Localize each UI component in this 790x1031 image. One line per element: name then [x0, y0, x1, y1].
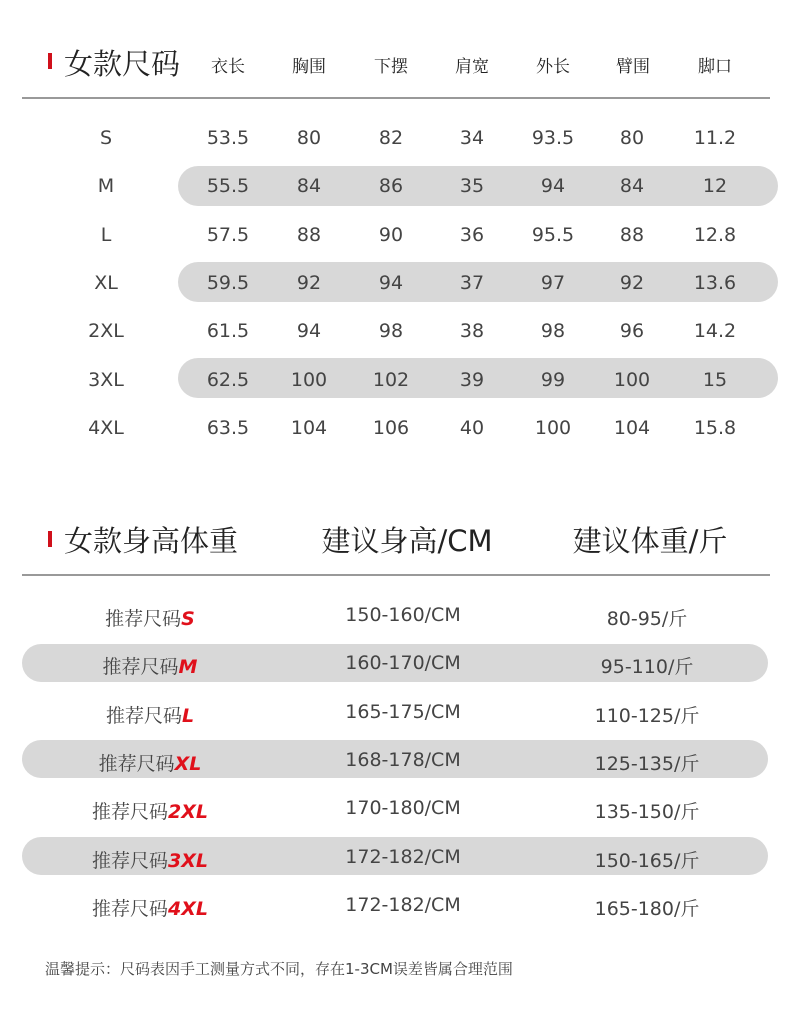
table-cell: 61.5	[206, 320, 250, 343]
table-cell: 80	[619, 127, 645, 149]
table-cell: 100	[613, 368, 651, 391]
table-cell: 36	[459, 223, 485, 246]
table-cell: 100	[290, 368, 328, 391]
table-cell: 84	[296, 175, 322, 198]
column-header-bust: 胸围	[292, 57, 326, 77]
height-column-header: 建议身高/CM	[321, 524, 493, 558]
table-cell: 104	[613, 416, 651, 439]
size-label: 2XL	[88, 320, 124, 343]
recommend-height: 160-170/CM	[345, 652, 461, 675]
recommend-size-tag: 2XL	[168, 801, 208, 824]
table-cell: 98	[378, 320, 404, 343]
recommend-size-tag: S	[181, 608, 195, 630]
table-cell: 93.5	[531, 127, 575, 149]
header-divider	[22, 574, 770, 576]
table-cell: 97	[540, 271, 566, 294]
section-accent-bar	[48, 531, 52, 547]
recommend-size-label	[92, 846, 208, 873]
recommend-size-label	[92, 894, 208, 921]
table-cell: 82	[378, 127, 404, 149]
recommend-size-prefix: 推荐尺码	[92, 897, 169, 920]
table-cell: 53.5	[206, 127, 250, 149]
table-cell: 62.5	[206, 368, 250, 391]
table-cell: 90	[378, 223, 404, 246]
recommend-size-tag: 3XL	[168, 849, 208, 872]
table-cell: 55.5	[206, 175, 250, 198]
column-header-outer-length: 外长	[536, 57, 570, 77]
recommend-size-prefix: 推荐尺码	[92, 801, 169, 824]
recommend-size-prefix: 推荐尺码	[105, 704, 182, 727]
recommend-height: 165-175/CM	[345, 700, 461, 723]
size-label: S	[99, 127, 113, 149]
table-cell: 57.5	[206, 223, 250, 246]
table-cell: 34	[459, 127, 485, 149]
recommend-weight: 125-135/斤	[594, 752, 700, 775]
recommend-weight: 165-180/斤	[594, 897, 700, 920]
recommend-weight: 110-125/斤	[594, 704, 700, 727]
table-cell: 94	[540, 175, 566, 198]
table-cell: 14.2	[693, 320, 737, 343]
table-cell: 95.5	[531, 223, 575, 246]
measurement-note: 温馨提示：尺码表因手工测量方式不同，存在1-3CM误差皆属合理范围	[45, 960, 513, 978]
table-cell: 100	[534, 416, 572, 439]
table-cell: 35	[459, 175, 485, 198]
table-cell: 15.8	[693, 416, 737, 439]
recommend-size-prefix: 推荐尺码	[102, 656, 179, 679]
recommend-weight: 150-165/斤	[594, 849, 700, 872]
recommend-height: 172-182/CM	[345, 893, 461, 916]
table-cell: 94	[296, 320, 322, 343]
header-divider	[22, 97, 770, 99]
table-cell: 104	[290, 416, 328, 439]
table-cell: 88	[296, 223, 322, 246]
table-cell: 37	[459, 271, 485, 294]
table-cell: 92	[619, 271, 645, 294]
recommend-weight: 135-150/斤	[594, 801, 700, 824]
table-cell: 12	[702, 175, 728, 198]
table-cell: 94	[378, 271, 404, 294]
recommend-weight: 95-110/斤	[600, 656, 694, 679]
recommend-size-prefix: 推荐尺码	[98, 752, 175, 775]
table-cell: 86	[378, 175, 404, 198]
size-label: M	[97, 175, 115, 198]
recommend-size-label	[105, 604, 195, 631]
column-header-arm: 臂围	[616, 57, 650, 77]
section-accent-bar	[48, 53, 52, 69]
recommend-height: 172-182/CM	[345, 845, 461, 868]
table-cell: 40	[459, 416, 485, 439]
recommend-height: 170-180/CM	[345, 797, 461, 820]
column-header-shoulder: 肩宽	[455, 57, 489, 77]
table-cell: 11.2	[693, 127, 737, 149]
recommend-size-tag: 4XL	[168, 897, 208, 920]
table-cell: 98	[540, 320, 566, 343]
size-label: L	[100, 223, 112, 246]
column-header-length: 衣长	[211, 57, 245, 77]
recommend-height: 150-160/CM	[345, 604, 461, 626]
recommend-size-prefix: 推荐尺码	[105, 608, 182, 630]
column-header-leg-opening: 脚口	[698, 57, 732, 77]
recommend-size-label	[106, 701, 194, 728]
table-cell: 92	[296, 271, 322, 294]
table-cell: 39	[459, 368, 485, 391]
table-cell: 102	[372, 368, 410, 391]
table-cell: 84	[619, 175, 645, 198]
recommend-size-tag: M	[178, 656, 198, 679]
size-label: 3XL	[88, 368, 124, 391]
recommend-height: 168-178/CM	[345, 748, 461, 771]
recommend-size-label	[103, 652, 198, 679]
table-cell: 88	[619, 223, 645, 246]
recommend-weight: 80-95/斤	[606, 608, 688, 630]
size-label: 4XL	[88, 416, 124, 439]
table-cell: 38	[459, 320, 485, 343]
recommend-table-title: 女款身高体重	[64, 524, 239, 558]
table-cell: 12.8	[693, 223, 737, 246]
recommend-size-label	[99, 749, 202, 776]
recommend-size-tag: L	[181, 704, 195, 727]
recommend-size-label	[92, 797, 208, 824]
table-cell: 80	[296, 127, 322, 149]
table-cell: 63.5	[206, 416, 250, 439]
table-cell: 59.5	[206, 271, 250, 294]
size-table-title: 女款尺码	[64, 47, 181, 81]
table-cell: 13.6	[693, 271, 737, 294]
recommend-size-prefix: 推荐尺码	[92, 849, 169, 872]
table-cell: 99	[540, 368, 566, 391]
recommend-size-tag: XL	[174, 752, 202, 775]
table-cell: 106	[372, 416, 410, 439]
table-cell: 96	[619, 320, 645, 343]
table-cell: 15	[702, 368, 728, 391]
column-header-hem: 下摆	[374, 57, 408, 77]
weight-column-header: 建议体重/斤	[572, 524, 728, 558]
size-label: XL	[94, 271, 118, 294]
